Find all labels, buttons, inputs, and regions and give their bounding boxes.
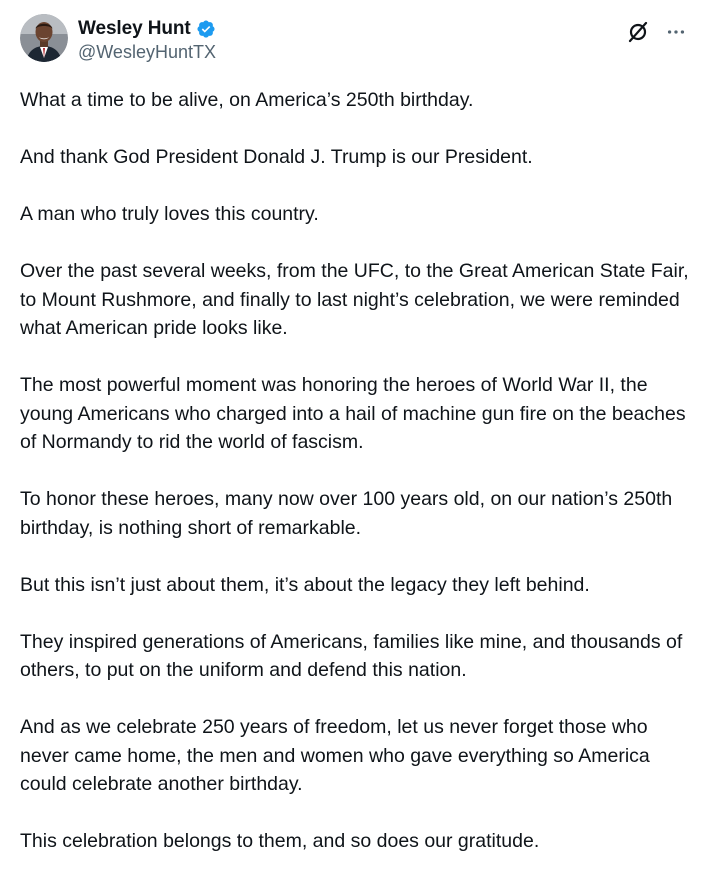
post-header — [20, 14, 688, 70]
author-handle[interactable]: @WesleyHuntTX — [78, 42, 216, 62]
verified-badge-icon — [196, 19, 216, 39]
post-actions — [626, 20, 688, 44]
post-paragraph: And thank God President Donald J. Trump is our President. — [20, 146, 533, 168]
post-paragraph: To honor these heroes, many now over 100 years old, on our nation’s 250th birthday, is nothing short of remarkable. — [20, 488, 673, 539]
post-paragraph: And as we celebrate 250 years of freedom, let us never forget those who never came home, the men and women who gave everything so America could celebrate another birthday. — [20, 716, 650, 795]
avatar[interactable] — [20, 14, 68, 62]
post-paragraph: A man who truly loves this country. — [20, 203, 319, 225]
post-paragraph: But this isn’t just about them, it’s about the legacy they left behind. — [20, 573, 590, 596]
post-paragraph: They inspired generations of Americans, families like mine, and thousands of others, to put on the uniform and defend this nation. — [20, 630, 683, 681]
post-text — [20, 86, 690, 884]
grok-icon[interactable] — [626, 20, 650, 44]
post-paragraph: Over the past several weeks, from the UFC, to the Great American State Fair, to Mount Rushmore, and finally to last night’s celebration, we were reminded what American pride looks like. — [20, 260, 689, 339]
display-name[interactable]: Wesley Hunt — [78, 18, 191, 39]
post-paragraph: This celebration belongs to them, and so does our gratitude. — [20, 830, 540, 852]
post-paragraph: The most powerful moment was honoring the heroes of World War II, the young Americans who charged into a hail of machine gun fire on the beaches of Normandy to rid the world of fascism. — [20, 374, 686, 453]
post-paragraph: What a time to be alive, on America’s 250th birthday. — [20, 89, 474, 111]
more-options-icon[interactable] — [664, 20, 688, 44]
name-row — [78, 17, 216, 41]
author-info — [78, 17, 216, 63]
